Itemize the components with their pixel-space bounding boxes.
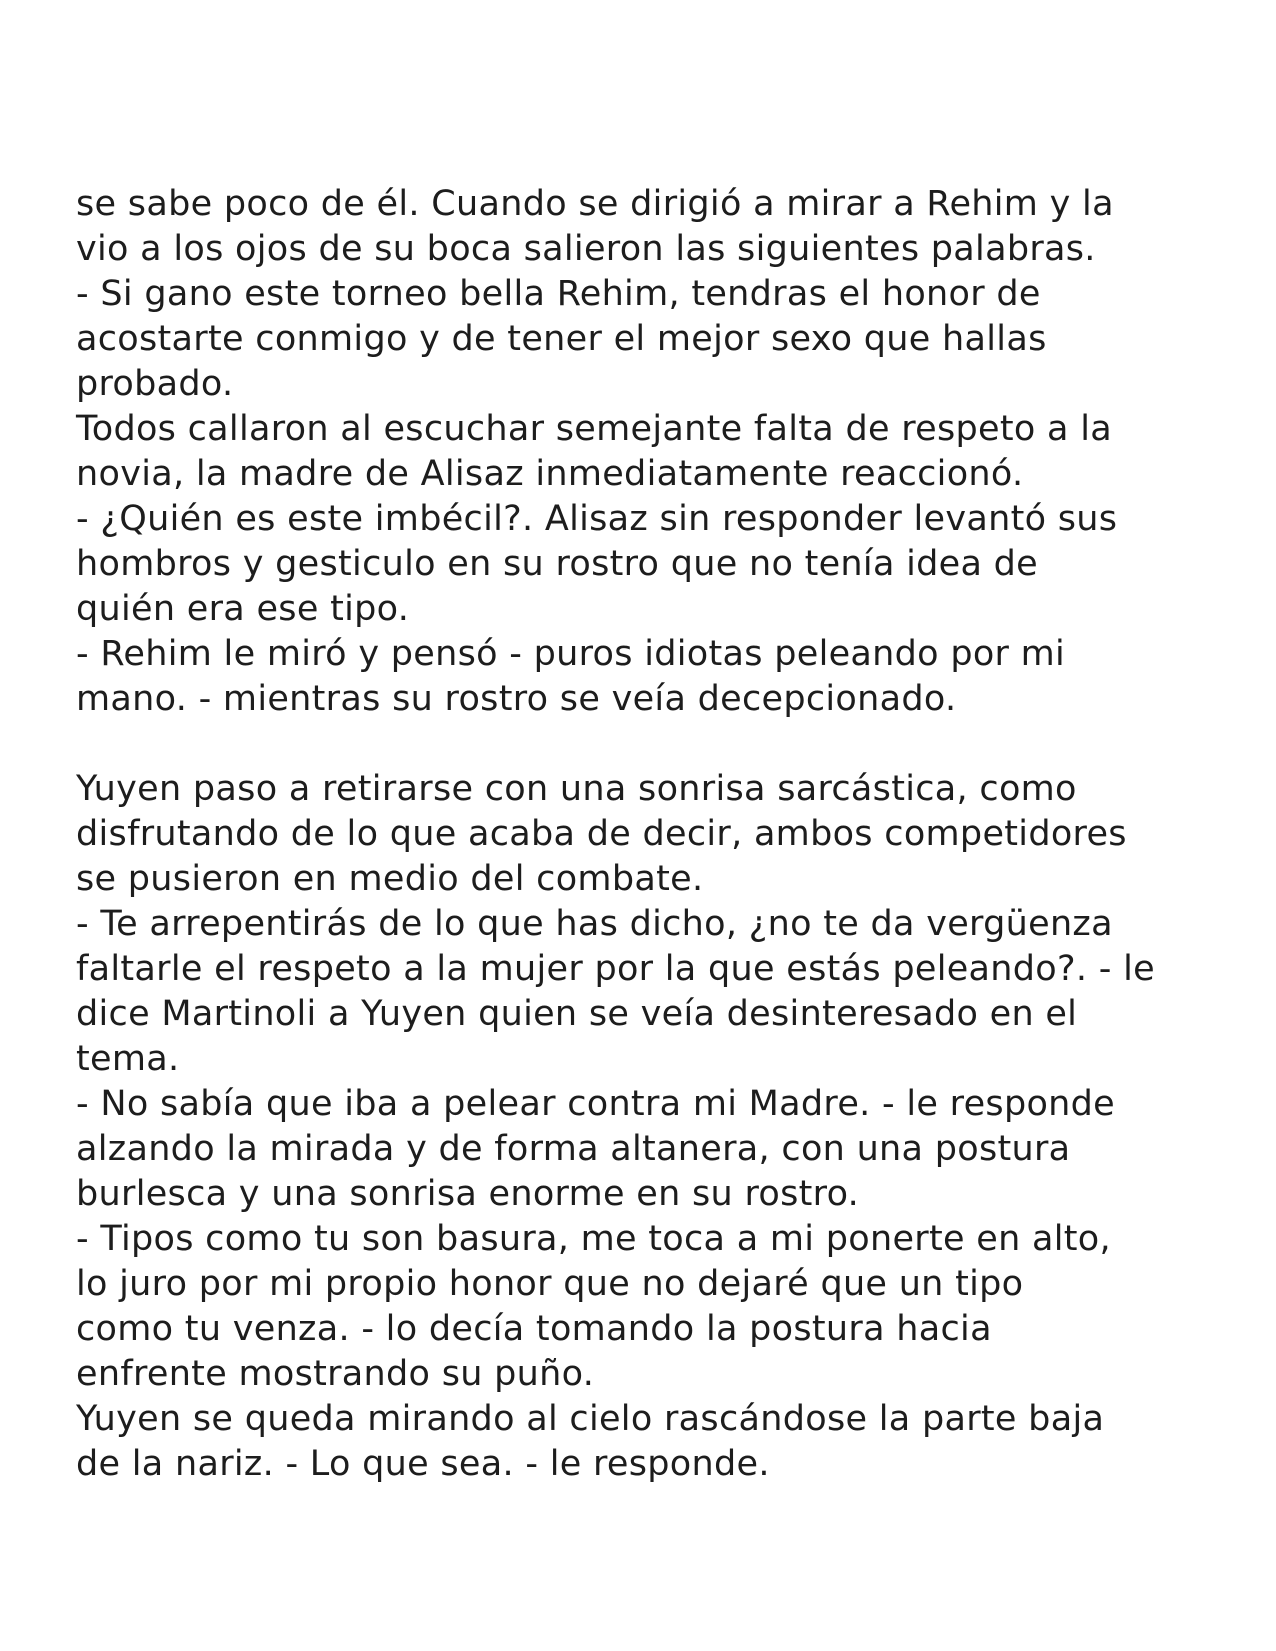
text-line: Yuyen se queda mirando al cielo rascándose la parte baja bbox=[76, 1399, 1105, 1439]
paragraph-gap bbox=[76, 722, 1256, 767]
text-line: - Te arrepentirás de lo que has dicho, ¿no te da vergüenza bbox=[76, 904, 1113, 944]
text-line: acostarte conmigo y de tener el mejor sexo que hallas bbox=[76, 319, 1047, 359]
text-line: quién era ese tipo. bbox=[76, 589, 410, 629]
text-line: disfrutando de lo que acaba de decir, ambos competidores bbox=[76, 814, 1127, 854]
text-line: - Si gano este torneo bella Rehim, tendras el honor de bbox=[76, 274, 1041, 314]
text-line: novia, la madre de Alisaz inmediatamente reaccionó. bbox=[76, 454, 1024, 494]
text-line: probado. bbox=[76, 364, 234, 404]
text-line: hombros y gesticulo en su rostro que no tenía idea de bbox=[76, 544, 1039, 584]
text-line: Todos callaron al escuchar semejante falta de respeto a la bbox=[76, 409, 1112, 449]
text-line: Yuyen paso a retirarse con una sonrisa sarcástica, como bbox=[76, 769, 1077, 809]
body-text bbox=[76, 182, 1256, 1487]
text-line: burlesca y una sonrisa enorme en su rostro. bbox=[76, 1174, 860, 1214]
text-line: - Tipos como tu son basura, me toca a mi ponerte en alto, bbox=[76, 1219, 1111, 1259]
text-line: se sabe poco de él. Cuando se dirigió a mirar a Rehim y la bbox=[76, 184, 1114, 224]
text-line: de la nariz. - Lo que sea. - le responde. bbox=[76, 1444, 770, 1484]
text-line: lo juro por mi propio honor que no dejaré que un tipo bbox=[76, 1264, 1024, 1304]
text-line: - No sabía que iba a pelear contra mi Madre. - le responde bbox=[76, 1084, 1116, 1124]
text-line: mano. - mientras su rostro se veía decepcionado. bbox=[76, 679, 957, 719]
text-line: vio a los ojos de su boca salieron las siguientes palabras. bbox=[76, 229, 1096, 269]
text-line: faltarle el respeto a la mujer por la que estás peleando?. - le bbox=[76, 949, 1155, 989]
text-line: dice Martinoli a Yuyen quien se veía desinteresado en el bbox=[76, 994, 1078, 1034]
text-line: alzando la mirada y de forma altanera, con una postura bbox=[76, 1129, 1071, 1169]
text-line: - Rehim le miró y pensó - puros idiotas peleando por mi bbox=[76, 634, 1066, 674]
text-line: tema. bbox=[76, 1039, 180, 1079]
text-line: se pusieron en medio del combate. bbox=[76, 859, 704, 899]
text-line: como tu venza. - lo decía tomando la postura hacia bbox=[76, 1309, 992, 1349]
text-line: - ¿Quién es este imbécil?. Alisaz sin responder levantó sus bbox=[76, 499, 1118, 539]
text-line: enfrente mostrando su puño. bbox=[76, 1354, 595, 1394]
